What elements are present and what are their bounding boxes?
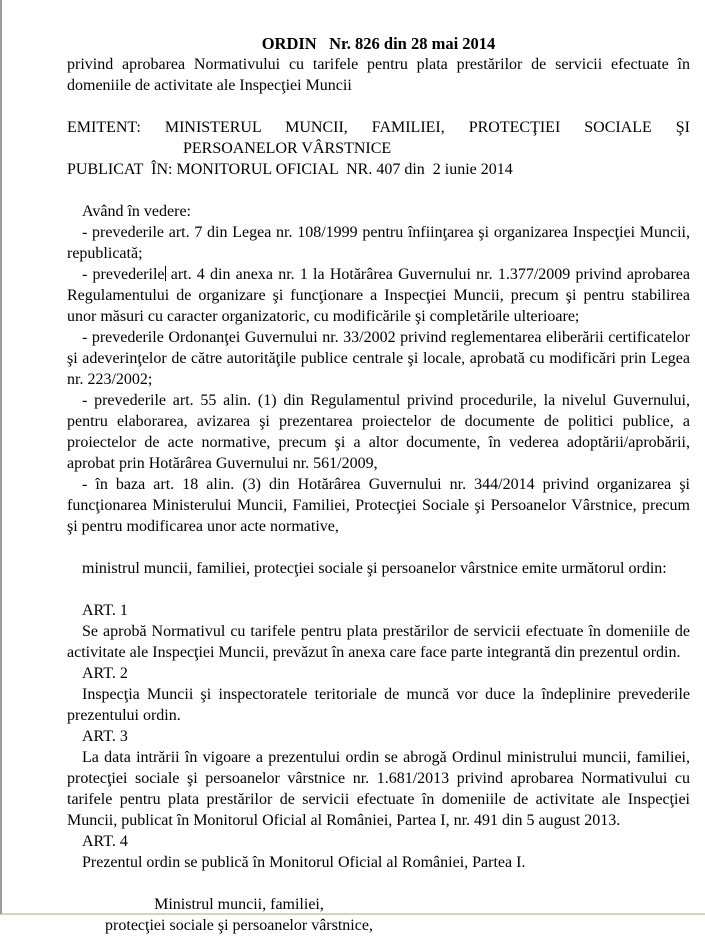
preamble-item-1: - prevederile art. 7 din Legea nr. 108/1999 pentru înfiinţarea şi organizarea Inspecţiei Muncii, republicată; xyxy=(67,224,690,262)
article-1-heading: ART. 1 xyxy=(82,602,128,619)
emitent-value-line1: MINISTERUL MUNCII, FAMILIEI, PROTECŢIEI SOCIALE ŞI xyxy=(164,119,691,136)
emitent-line xyxy=(67,117,690,138)
document-title: ORDIN Nr. 826 din 28 mai 2014 xyxy=(261,34,496,53)
minister-issue-line: ministrul muncii, familiei, protecţiei sociale şi persoanelor vârstnice emite următorul ordin: xyxy=(82,560,667,577)
article-3-heading: ART. 3 xyxy=(82,728,128,745)
article-3-body: La data intrării în vigoare a prezentului ordin se abrogă Ordinul ministrului muncii, familiei, protecţiei sociale şi persoanelor vârstnice nr. 1.681/2013 privind aprobarea Normativului cu tarifele pentru plata prestărilor de servicii efectuate în domeniile de activitate ale Inspecţiei Muncii, publicat în Monitorul Oficial al României, Partea I, nr. 491 din 5 august 2013. xyxy=(67,749,690,829)
preamble-item-3: - prevederile Ordonanţei Guvernului nr. 33/2002 privind reglementarea eliberării certificatelor şi adeverinţelor de către autorităţile publice centrale şi locale, aprobată cu modificări prin Legea nr. 223/2002; xyxy=(67,329,690,388)
signature-line-2: protecţiei sociale şi persoanelor vârstnice, xyxy=(105,917,373,934)
preamble-intro: Având în vedere: xyxy=(82,203,191,220)
document-content xyxy=(2,0,705,936)
article-4-body: Prezentul ordin se publică în Monitorul Oficial al României, Partea I. xyxy=(82,854,526,871)
preamble-item-4: - prevederile art. 55 alin. (1) din Regulamentul privind procedurile, la nivelul Guvernului, pentru elaborarea, avizarea şi prezentarea proiectelor de documente de politici publice, a proiectelor de acte normative, precum şi a altor documente, în vederea adoptării/aprobării, aprobat prin Hotărârea Guvernului nr. 561/2009, xyxy=(67,392,690,472)
article-2-heading: ART. 2 xyxy=(82,665,128,682)
emitent-label: EMITENT: xyxy=(67,119,141,136)
signature-line-1: Ministrul muncii, familiei, xyxy=(154,896,324,913)
article-1-body: Se aprobă Normativul cu tarifele pentru plata prestărilor de servicii efectuate în domeniile de activitate ale Inspecţiei Muncii, prevăzut în anexa care face parte integrantă din prezentul ordin. xyxy=(67,623,690,661)
signature-block xyxy=(69,894,409,936)
preamble-item-2 xyxy=(67,264,690,327)
article-4-heading: ART. 4 xyxy=(82,833,128,850)
document-subtitle: privind aprobarea Normativului cu tarifele pentru plata prestărilor de servicii efectuate în domeniile de activitate ale Inspecţiei Muncii xyxy=(67,56,690,94)
preamble-item-5: - în baza art. 18 alin. (3) din Hotărârea Guvernului nr. 344/2014 privind organizarea şi funcţionarea Ministerului Muncii, Familiei, Protecţiei Sociale şi Persoanelor Vârstnice, precum şi pentru modificarea unor acte normative, xyxy=(67,476,690,535)
emitent-block xyxy=(67,117,690,159)
preamble-item-2-text-before: - prevederile xyxy=(82,266,165,283)
preamble-item-2-text-after: art. 4 din anexa nr. 1 la Hotărârea Guvernului nr. 1.377/2009 privind aprobarea Regulamentului de organizare şi funcţionare a Inspecţiei Muncii, precum şi pentru stabilirea unor măsuri cu caracter organizatoric, cu modificările şi completările ulterioare; xyxy=(67,266,690,325)
emitent-value-line2: PERSOANELOR VÂRSTNICE xyxy=(183,140,392,157)
publicat-line: PUBLICAT ÎN: MONITORUL OFICIAL NR. 407 din 2 iunie 2014 xyxy=(67,161,513,178)
article-2-body: Inspecţia Muncii şi inspectoratele teritoriale de muncă vor duce la îndeplinire prevederile prezentului ordin. xyxy=(67,686,690,724)
